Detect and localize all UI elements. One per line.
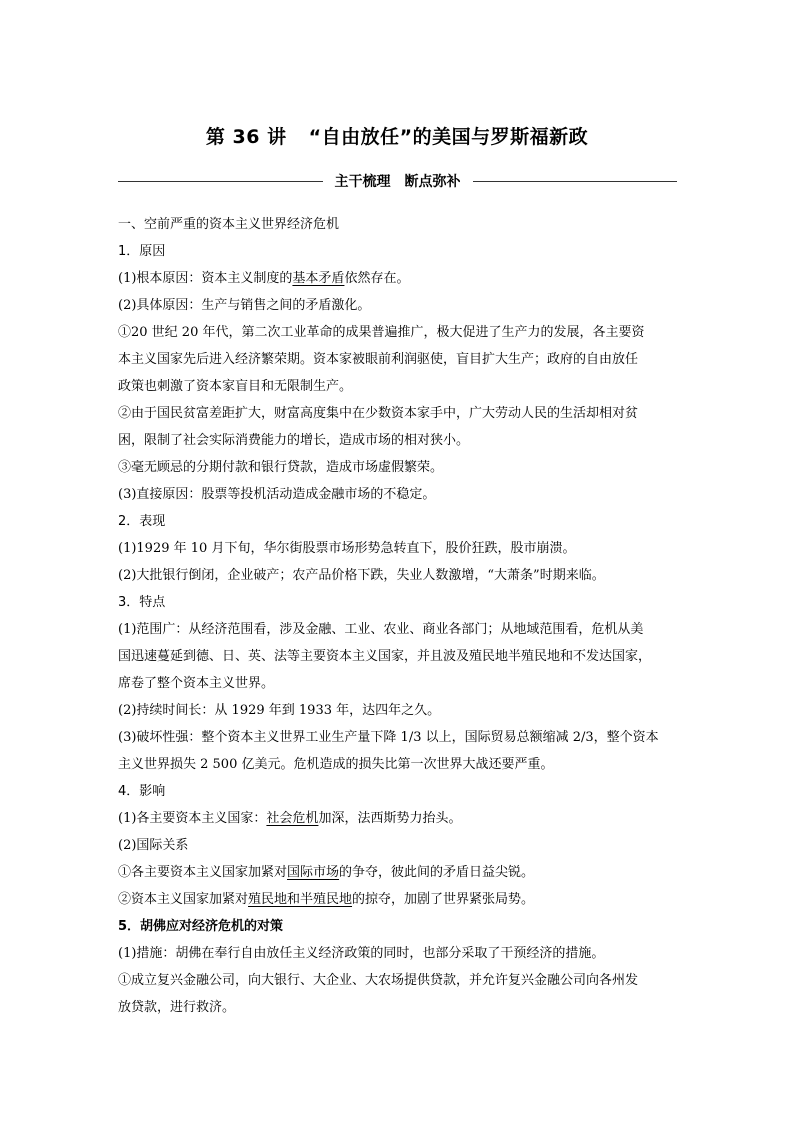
lesson-title	[0, 122, 794, 149]
text-line	[118, 890, 680, 910]
section-header	[118, 170, 677, 192]
text-line	[118, 323, 680, 343]
text-segment: 加深，法西斯势力抬头。	[318, 811, 462, 826]
text-segment: (1)范围广：从经济范围看，涉及金融、工业、农业、商业各部门；从地域范围看，危机从美	[118, 622, 644, 637]
text-segment: 5．胡佛应对经济危机的对策	[118, 919, 284, 934]
text-segment: 本主义国家先后进入经济繁荣期。资本家被眼前利润驱使，盲目扩大生产；政府的自由放任	[118, 352, 639, 367]
text-segment: 3．特点	[118, 595, 166, 610]
text-line	[118, 674, 680, 694]
text-segment: ①20 世纪 20 年代，第二次工业革命的成果普遍推广，极大促进了生产力的发展，各主要资	[118, 325, 645, 340]
section-heading	[118, 782, 680, 802]
text-line	[118, 728, 680, 748]
text-segment: 2．表现	[118, 514, 166, 529]
lesson-topic: “自由放任”的美国与罗斯福新政	[308, 126, 589, 148]
text-segment: 国迅速蔓延到德、日、英、法等主要资本主义国家，并且波及殖民地半殖民地和不发达国家，	[118, 649, 652, 664]
underlined-term: 殖民地和半殖民地	[248, 892, 353, 907]
text-line	[118, 269, 680, 289]
text-line	[118, 998, 680, 1018]
section-label-main: 主干梳理	[334, 174, 391, 190]
text-segment: 依然存在。	[344, 271, 410, 286]
text-segment: 1．原因	[118, 244, 166, 259]
text-line	[118, 863, 680, 883]
text-line	[118, 701, 680, 721]
text-line	[118, 944, 680, 964]
text-segment: (2)具体原因：生产与销售之间的矛盾激化。	[118, 298, 371, 313]
text-line	[118, 404, 680, 424]
section-label-sub: 断点弥补	[404, 174, 461, 190]
text-segment: (2)大批银行倒闭，企业破产；农产品价格下跌，失业人数激增，“大萧条”时期来临。	[118, 568, 605, 583]
section-heading	[118, 593, 680, 613]
section-rule-right	[473, 181, 678, 182]
text-line	[118, 647, 680, 667]
text-line	[118, 431, 680, 451]
text-segment: (1)措施：胡佛在奉行自由放任主义经济政策的同时，也部分采取了干预经济的措施。	[118, 946, 605, 961]
text-segment: (3)破坏性强：整个资本主义世界工业生产量下降 1/3 以上，国际贸易总额缩减 2/3，整个资本	[118, 730, 659, 745]
text-segment: (2)国际关系	[118, 838, 189, 853]
text-segment: ②由于国民贫富差距扩大，财富高度集中在少数资本家手中，广大劳动人民的生活却相对贫	[118, 406, 639, 421]
text-segment: 的掠夺，加剧了世界紧张局势。	[352, 892, 535, 907]
text-segment: (1)1929 年 10 月下旬，华尔街股票市场形势急转直下，股价狂跌，股市崩溃。	[118, 541, 576, 556]
text-segment: (1)各主要资本主义国家：	[118, 811, 267, 826]
text-segment: 主义世界损失 2 500 亿美元。危机造成的损失比第一次世界大战还要严重。	[118, 757, 554, 772]
section-rule-left	[118, 181, 323, 182]
text-segment: 政策也刺激了资本家盲目和无限制生产。	[118, 379, 353, 394]
text-line	[118, 296, 680, 316]
section-heading	[118, 242, 680, 262]
text-segment: 席卷了整个资本主义世界。	[118, 676, 275, 691]
underlined-term: 社会危机	[266, 811, 319, 826]
text-segment: ③毫无顾忌的分期付款和银行贷款，造成市场虚假繁荣。	[118, 460, 444, 475]
section-heading	[118, 917, 680, 937]
text-line	[118, 485, 680, 505]
text-segment: ①各主要资本主义国家加紧对	[118, 865, 288, 880]
text-line	[118, 809, 680, 829]
underlined-term: 国际市场	[287, 865, 340, 880]
text-segment: 的争夺，彼此间的矛盾日益尖锐。	[339, 865, 535, 880]
text-line	[118, 350, 680, 370]
text-segment: 一、空前严重的资本主义世界经济危机	[118, 217, 340, 232]
lesson-number: 第 36 讲	[205, 126, 287, 148]
text-line	[118, 971, 680, 991]
text-segment: ②资本主义国家加紧对	[118, 892, 249, 907]
text-line	[118, 836, 680, 856]
text-line	[118, 620, 680, 640]
section-heading	[118, 215, 680, 235]
text-segment: (3)直接原因：股票等投机活动造成金融市场的不稳定。	[118, 487, 436, 502]
text-line	[118, 377, 680, 397]
underlined-term: 基本矛盾	[292, 271, 345, 286]
text-line	[118, 458, 680, 478]
section-label	[323, 171, 473, 191]
text-line	[118, 566, 680, 586]
text-segment: 困，限制了社会实际消费能力的增长，造成市场的相对狭小。	[118, 433, 470, 448]
text-line	[118, 755, 680, 775]
text-segment: (1)根本原因：资本主义制度的	[118, 271, 293, 286]
text-segment: ①成立复兴金融公司，向大银行、大企业、大农场提供贷款，并允许复兴金融公司向各州发	[118, 973, 639, 988]
text-segment: 放贷款，进行救济。	[118, 1000, 236, 1015]
text-segment: 4．影响	[118, 784, 166, 799]
section-heading	[118, 512, 680, 532]
text-segment: (2)持续时间长：从 1929 年到 1933 年，达四年之久。	[118, 703, 441, 718]
text-line	[118, 539, 680, 559]
